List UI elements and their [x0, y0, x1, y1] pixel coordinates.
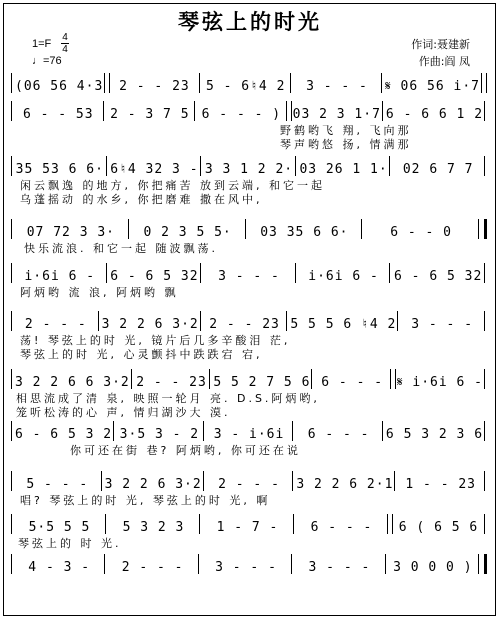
measure: 6 - 6 5 32	[394, 269, 483, 284]
barline	[293, 514, 296, 534]
measure: 5 3 2 3	[122, 520, 185, 535]
barline	[98, 311, 101, 331]
notation-row	[10, 72, 488, 94]
lyric-line	[10, 492, 488, 506]
barline	[11, 554, 14, 574]
barline	[484, 263, 487, 283]
measure: 03 26 1 1·	[299, 162, 388, 177]
barline	[382, 101, 385, 121]
lyric-text: 唱? 琴弦上的时 光, 琴弦上的时 光, 啊	[20, 494, 271, 507]
barline	[290, 73, 293, 93]
notation-system	[10, 553, 488, 575]
barline	[311, 369, 314, 389]
barline	[11, 219, 14, 239]
barline	[387, 514, 393, 534]
barline	[484, 369, 487, 389]
lyric-text: 你可还在街 巷? 阿炳哟, 你可还在说	[70, 444, 301, 457]
lyric-text: 快乐流浪. 和它一起 随波飘荡.	[24, 242, 218, 255]
measure: 3 0 0 0 )	[393, 560, 473, 575]
measure: 03 35 6 6·	[260, 225, 349, 240]
notation-system	[10, 310, 488, 360]
measure: 2 - - -	[218, 477, 280, 492]
barline	[113, 421, 116, 441]
barline	[295, 263, 298, 283]
notation-row	[10, 553, 488, 575]
lyric-line	[10, 122, 488, 136]
barline	[104, 554, 107, 574]
barline	[381, 73, 384, 93]
notation-row	[10, 420, 488, 442]
lyricist-credit: 作词:聂建新	[411, 38, 470, 51]
measure: 6 - 6 5 32	[110, 269, 199, 284]
measure: 5 5 5 6 ♮4 2	[290, 317, 397, 332]
barline	[105, 514, 108, 534]
lyric-line	[10, 191, 488, 205]
barline	[104, 73, 110, 93]
measure: 6 - 6 6 1 2	[385, 107, 484, 122]
barline	[484, 311, 487, 331]
measure: 3 - - -	[215, 560, 277, 575]
notation-system	[10, 72, 488, 94]
measure: 6 - - - )	[201, 107, 282, 122]
notation-row	[10, 262, 488, 284]
lyric-line	[10, 442, 488, 456]
measure: 3 2 2 6 3·2	[104, 477, 202, 492]
barline	[390, 369, 396, 389]
time-signature	[61, 33, 69, 54]
lyric-line	[10, 136, 488, 150]
notation-row	[10, 368, 488, 390]
lyric-line	[10, 346, 488, 360]
barline	[389, 263, 392, 283]
barline	[11, 514, 14, 534]
barline	[198, 554, 201, 574]
lyric-line	[10, 535, 488, 549]
measure: 3 - - -	[306, 79, 368, 94]
measure: 6 - - 53	[22, 107, 94, 122]
lyric-text: 相思流成了清 泉, 映照一轮月 亮. D.S.阿炳哟,	[16, 392, 320, 405]
measure: 3 2 2 6 3·2	[101, 317, 199, 332]
barline	[481, 73, 487, 93]
lyric-text: 琴弦上的时 光, 心灵颤抖中跌跌宕 宕,	[20, 348, 263, 361]
notation-system	[10, 262, 488, 298]
lyric-line	[10, 240, 488, 254]
measure: 𝄋 06 56 i·7	[385, 79, 480, 94]
lyric-text: 笼听松涛的心 声, 情归湖沙大 漠.	[16, 406, 231, 419]
barline	[131, 369, 134, 389]
measure: 3 - i·6i	[213, 427, 285, 442]
barline	[484, 514, 487, 534]
barline	[11, 156, 14, 176]
barline	[291, 554, 294, 574]
barline	[484, 471, 487, 491]
measure: 3 2 2 6 2·1	[296, 477, 394, 492]
measure: 07 72 3 3·	[26, 225, 116, 240]
barline	[11, 263, 14, 283]
key-signature: 1=F	[32, 38, 52, 50]
measure: 6 - - 0	[390, 225, 453, 240]
measure: 1 - - 23	[405, 477, 477, 492]
notation-system	[10, 155, 488, 205]
barline	[194, 101, 197, 121]
measure: 0 2 3 5 5·	[143, 225, 232, 240]
notation-row	[10, 218, 488, 240]
measure: 2 - - 23	[119, 79, 190, 94]
notation-row	[10, 470, 488, 492]
notation-row	[10, 155, 488, 177]
measure: 2 - - -	[24, 317, 87, 332]
measure: i·6i 6 -	[24, 269, 96, 284]
lyric-text: 野鹤哟飞 翔, 飞向那	[280, 124, 412, 137]
measure: 5 - - -	[26, 477, 89, 492]
barline	[382, 421, 385, 441]
measure: 2 - - -	[121, 560, 184, 575]
barline	[11, 471, 14, 491]
measure: 35 53 6 6·	[15, 162, 104, 177]
barline	[245, 219, 248, 239]
barline	[478, 219, 487, 239]
notation-system	[10, 368, 488, 418]
barline	[203, 421, 206, 441]
lyric-line	[10, 177, 488, 191]
notation-system	[10, 420, 488, 456]
measure: 4 - 3 -	[28, 560, 91, 575]
barline	[11, 101, 14, 121]
tempo-marking: ♩=76	[32, 55, 62, 67]
barline	[209, 369, 212, 389]
measure: 5 - 6♮4 2	[205, 79, 286, 94]
barline	[394, 471, 397, 491]
lyric-text: 琴声哟悠 扬, 情满那	[280, 138, 412, 151]
measure: 6 - - -	[321, 375, 384, 390]
measure: i·6i 6 -	[308, 269, 379, 284]
barline	[101, 471, 104, 491]
measure: 2 - 3 7 5	[110, 107, 190, 122]
measure: 3·5 3 - 2	[119, 427, 200, 442]
measure: 5 5 2 7 5 6	[213, 375, 311, 390]
barline	[11, 421, 14, 441]
measure: 02 6 7 7	[402, 162, 474, 177]
barline	[11, 369, 14, 389]
measure: 6 - 6 5 3 2	[15, 427, 113, 442]
barline	[203, 471, 206, 491]
barline	[200, 263, 203, 283]
measure: 6♮4 32 3 -	[110, 162, 199, 177]
notation-row	[10, 100, 488, 122]
lyric-text: 阿炳哟 流 浪, 阿炳哟 飘	[20, 286, 179, 299]
lyric-text: 荡! 琴弦上的时 光, 镜片后几多辛酸泪 茫,	[20, 334, 291, 347]
barline	[11, 73, 14, 93]
measure: 6 ( 6 5 6	[398, 520, 479, 535]
measure: 5·5 5 5	[28, 520, 91, 535]
barline	[106, 263, 109, 283]
barline	[286, 311, 289, 331]
barline	[199, 514, 202, 534]
measure: 3 3 1 2 2·	[204, 162, 294, 177]
barline	[385, 554, 388, 574]
lyric-line	[10, 390, 488, 404]
measure: 𝄋 i·6i 6 -	[396, 375, 483, 390]
measure: 3 - - -	[218, 269, 280, 284]
measure: 6 5 3 2 3 6	[385, 427, 484, 442]
barline	[389, 156, 392, 176]
measure: 3 - - -	[308, 560, 371, 575]
barline	[484, 101, 487, 121]
lyric-text: 乌蓬摇动 的水乡, 你把磨难 撒在风中,	[20, 193, 263, 206]
barline	[484, 421, 487, 441]
measure: 1 - 7 -	[216, 520, 279, 535]
measure: 3 - - -	[411, 317, 474, 332]
lyric-text: 闲云飘逸 的地方, 你把痛苦 放到云端, 和它一起	[20, 179, 325, 192]
measure: (06 56 4·3	[15, 79, 104, 94]
barline	[292, 421, 295, 441]
notation-system	[10, 100, 488, 150]
measure: 3 2 2 6 6 3·2	[15, 375, 130, 390]
composer-credit: 作曲:阎 凤	[418, 55, 470, 68]
barline	[11, 311, 14, 331]
notation-system	[10, 470, 488, 506]
barline	[478, 554, 487, 574]
barline	[106, 156, 109, 176]
measure: 2 - - 23	[209, 317, 280, 332]
lyric-line	[10, 404, 488, 418]
barline	[103, 101, 106, 121]
barline	[361, 219, 364, 239]
song-title: 琴弦上的时光	[178, 10, 322, 34]
lyric-line	[10, 332, 488, 346]
barline	[484, 156, 487, 176]
measure: 2 - - 23	[136, 375, 207, 390]
notation-row	[10, 513, 488, 535]
barline	[397, 311, 400, 331]
lyric-line	[10, 284, 488, 298]
barline	[128, 219, 131, 239]
meter-top: 4	[62, 32, 68, 43]
barline	[200, 311, 203, 331]
measure: 03 2 3 1·7	[292, 107, 381, 122]
lyric-text: 琴弦上的 时 光.	[18, 537, 122, 550]
notation-system	[10, 513, 488, 549]
barline	[286, 101, 292, 121]
notation-row	[10, 310, 488, 332]
barline	[200, 156, 203, 176]
meter-bottom: 4	[62, 44, 68, 55]
measure: 6 - - -	[310, 520, 373, 535]
measure: 6 - - -	[307, 427, 370, 442]
barline	[292, 471, 295, 491]
barline	[199, 73, 202, 93]
notation-system	[10, 218, 488, 254]
barline	[295, 156, 298, 176]
